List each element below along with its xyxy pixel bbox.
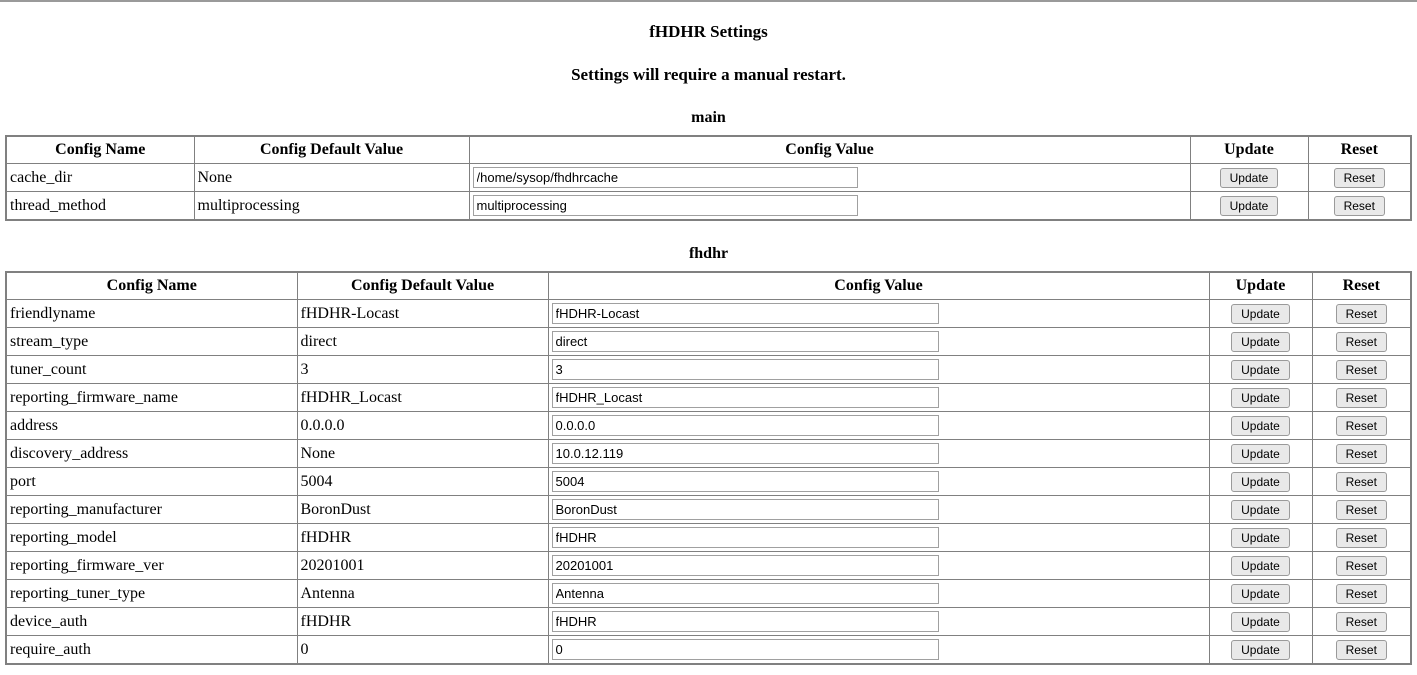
table-row [6,356,1411,384]
update-cell [1209,636,1312,665]
table-row [6,412,1411,440]
config-default-cell: fHDHR_Locast [297,384,548,412]
table-row [6,636,1411,665]
column-header-config-default-value: Config Default Value [194,136,469,164]
config-default-cell: 0.0.0.0 [297,412,548,440]
config-value-cell [548,496,1209,524]
config-default-cell: 20201001 [297,552,548,580]
config-default-cell: 3 [297,356,548,384]
reset-button[interactable]: Reset [1336,556,1387,576]
update-cell [1209,580,1312,608]
settings-table-fhdhr [5,271,1412,665]
config-name-cell: reporting_firmware_ver [6,552,297,580]
config-value-input[interactable] [552,499,939,520]
config-value-input[interactable] [552,443,939,464]
config-name-cell: port [6,468,297,496]
config-name-cell: thread_method [6,192,194,221]
reset-button[interactable]: Reset [1336,304,1387,324]
page-subtitle: Settings will require a manual restart. [571,65,846,84]
reset-cell [1312,328,1411,356]
settings-table-main [5,135,1412,221]
config-name-cell: reporting_tuner_type [6,580,297,608]
update-button[interactable]: Update [1231,500,1290,520]
config-value-cell [548,328,1209,356]
table-header-row [6,136,1411,164]
reset-cell [1312,524,1411,552]
config-value-cell [548,636,1209,665]
column-header-reset: Reset [1308,136,1411,164]
config-value-input[interactable] [552,331,939,352]
config-value-cell [469,164,1190,192]
update-button[interactable]: Update [1231,360,1290,380]
update-button[interactable]: Update [1220,196,1279,216]
config-value-cell [548,412,1209,440]
config-default-cell: direct [297,328,548,356]
update-button[interactable]: Update [1231,528,1290,548]
config-value-input[interactable] [473,167,858,188]
reset-button[interactable]: Reset [1336,584,1387,604]
reset-cell [1312,552,1411,580]
reset-cell [1312,300,1411,328]
config-value-cell [548,440,1209,468]
update-button[interactable]: Update [1231,304,1290,324]
config-value-cell [548,300,1209,328]
column-header-config-name: Config Name [6,136,194,164]
reset-cell [1308,192,1411,221]
update-cell [1209,496,1312,524]
update-button[interactable]: Update [1231,472,1290,492]
column-header-config-value: Config Value [469,136,1190,164]
config-name-cell: reporting_firmware_name [6,384,297,412]
config-value-cell [469,192,1190,221]
top-divider [0,0,1417,2]
update-button[interactable]: Update [1231,640,1290,660]
update-cell [1209,356,1312,384]
config-name-cell: cache_dir [6,164,194,192]
config-value-input[interactable] [552,527,939,548]
update-cell [1190,164,1308,192]
config-default-cell: Antenna [297,580,548,608]
config-default-cell: 0 [297,636,548,665]
reset-cell [1312,468,1411,496]
column-header-reset: Reset [1312,272,1411,300]
reset-button[interactable]: Reset [1336,472,1387,492]
config-value-input[interactable] [552,639,939,660]
update-button[interactable]: Update [1231,388,1290,408]
update-cell [1209,328,1312,356]
config-value-input[interactable] [552,387,939,408]
reset-button[interactable]: Reset [1336,416,1387,436]
reset-cell [1312,384,1411,412]
config-default-cell: None [297,440,548,468]
table-header-row [6,272,1411,300]
table-row [6,580,1411,608]
config-value-cell [548,356,1209,384]
config-default-cell: BoronDust [297,496,548,524]
reset-button[interactable]: Reset [1336,360,1387,380]
column-header-config-default-value: Config Default Value [297,272,548,300]
table-row [6,496,1411,524]
config-value-input[interactable] [552,555,939,576]
table-row [6,524,1411,552]
update-cell [1209,300,1312,328]
update-cell [1190,192,1308,221]
update-cell [1209,468,1312,496]
table-row [6,552,1411,580]
config-value-cell [548,580,1209,608]
config-value-input[interactable] [552,303,939,324]
config-value-input[interactable] [552,611,939,632]
config-name-cell: require_auth [6,636,297,665]
reset-button[interactable]: Reset [1334,168,1385,188]
reset-button[interactable]: Reset [1336,332,1387,352]
update-cell [1209,608,1312,636]
update-button[interactable]: Update [1231,556,1290,576]
column-header-config-name: Config Name [6,272,297,300]
config-value-input[interactable] [552,359,939,380]
update-cell [1209,524,1312,552]
update-button[interactable]: Update [1231,444,1290,464]
config-default-cell: multiprocessing [194,192,469,221]
reset-button[interactable]: Reset [1336,500,1387,520]
section-heading-main: main [691,109,726,126]
config-value-cell [548,524,1209,552]
config-default-cell: fHDHR [297,608,548,636]
reset-cell [1312,496,1411,524]
config-value-cell [548,608,1209,636]
config-value-input[interactable] [552,471,939,492]
reset-cell [1312,412,1411,440]
update-cell [1209,412,1312,440]
reset-cell [1308,164,1411,192]
reset-button[interactable]: Reset [1334,196,1385,216]
reset-cell [1312,580,1411,608]
table-row [6,440,1411,468]
update-button[interactable]: Update [1231,612,1290,632]
config-value-input[interactable] [473,195,858,216]
table-row [6,384,1411,412]
config-value-cell [548,468,1209,496]
update-cell [1209,440,1312,468]
update-button[interactable]: Update [1231,416,1290,436]
config-value-cell [548,552,1209,580]
config-name-cell: stream_type [6,328,297,356]
config-default-cell: None [194,164,469,192]
config-name-cell: friendlyname [6,300,297,328]
update-button[interactable]: Update [1231,332,1290,352]
config-name-cell: tuner_count [6,356,297,384]
table-row [6,468,1411,496]
page-title: fHDHR Settings [649,22,768,41]
table-row [6,164,1411,192]
reset-button[interactable]: Reset [1336,612,1387,632]
table-row [6,192,1411,221]
column-header-update: Update [1190,136,1308,164]
update-button[interactable]: Update [1220,168,1279,188]
reset-button[interactable]: Reset [1336,444,1387,464]
table-row [6,608,1411,636]
config-default-cell: 5004 [297,468,548,496]
config-name-cell: discovery_address [6,440,297,468]
config-value-input[interactable] [552,583,939,604]
config-name-cell: address [6,412,297,440]
reset-cell [1312,636,1411,665]
config-name-cell: device_auth [6,608,297,636]
update-cell [1209,384,1312,412]
reset-button[interactable]: Reset [1336,640,1387,660]
config-name-cell: reporting_manufacturer [6,496,297,524]
table-row [6,300,1411,328]
reset-cell [1312,356,1411,384]
config-default-cell: fHDHR-Locast [297,300,548,328]
section-heading-fhdhr: fhdhr [688,245,729,262]
update-cell [1209,552,1312,580]
reset-button[interactable]: Reset [1336,528,1387,548]
config-value-input[interactable] [552,415,939,436]
update-button[interactable]: Update [1231,584,1290,604]
table-row [6,328,1411,356]
reset-cell [1312,608,1411,636]
reset-cell [1312,440,1411,468]
column-header-config-value: Config Value [548,272,1209,300]
reset-button[interactable]: Reset [1336,388,1387,408]
config-name-cell: reporting_model [6,524,297,552]
column-header-update: Update [1209,272,1312,300]
config-value-cell [548,384,1209,412]
config-default-cell: fHDHR [297,524,548,552]
settings-table-fhdhr-body [6,300,1411,665]
